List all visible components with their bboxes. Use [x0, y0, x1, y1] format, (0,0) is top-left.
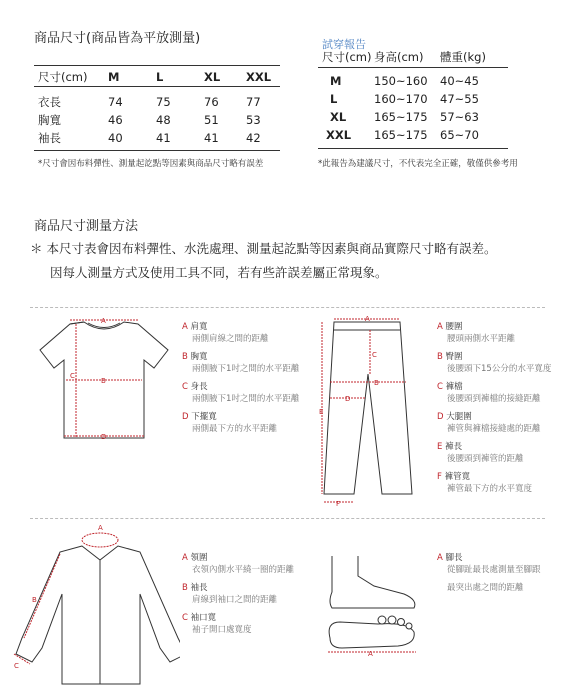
legend-desc: 褲管與褲檔接縫處的距離	[447, 424, 541, 434]
size-chart-note: *尺寸會因布料彈性、測量起訖點等因素與商品尺寸略有誤差	[38, 159, 264, 169]
cell: 40~45	[440, 74, 479, 88]
legend-title: 腰圍	[445, 322, 463, 332]
legend-title: 大腿圍	[446, 412, 472, 422]
legend-desc: 兩側最下方的水平距離	[192, 424, 278, 434]
foot-legend	[437, 552, 541, 600]
tshirt-letter-a: A	[101, 317, 106, 325]
cell: 76	[204, 95, 219, 109]
trial-header-height: 身高(cm)	[374, 50, 424, 64]
legend-key: A	[437, 322, 443, 332]
legend-desc: 兩側腋下1吋之間的水平距離	[192, 364, 300, 374]
trial-header-weight: 體重(kg)	[440, 50, 486, 64]
legend-key: A	[182, 553, 188, 563]
shirt-diagram	[10, 520, 180, 690]
legend-key: C	[437, 382, 443, 392]
size-chart-top-rule	[34, 65, 280, 66]
method-line-1-text: 本尺寸表會因布料彈性、水洗處理、測量起訖點等因素與商品實際尺寸略有誤差。	[46, 241, 497, 256]
legend-title: 袖長	[190, 583, 208, 593]
legend-title: 下擺寬	[191, 412, 217, 422]
legend-desc-2: 最突出處之間的距離	[447, 583, 524, 593]
pants-outline	[324, 322, 412, 494]
legend-title: 褲檔	[445, 382, 463, 392]
method-line-1	[30, 239, 497, 257]
legend-desc: 肩線到袖口之間的距離	[192, 595, 278, 605]
legend-item	[437, 471, 551, 495]
legend-key: C	[182, 382, 188, 392]
trial-report-note: *此報告為建議尺寸，不代表完全正確，敬僅供參考用	[318, 159, 518, 169]
legend-desc: 兩側肩線之間的距離	[192, 334, 269, 344]
legend-key: E	[437, 442, 443, 452]
legend-item	[182, 612, 294, 636]
legend-key: A	[182, 322, 188, 332]
cell: 77	[246, 95, 261, 109]
pants-legend	[437, 321, 551, 501]
cell: 40	[108, 131, 123, 145]
legend-key: A	[437, 553, 443, 563]
foot-toe	[398, 619, 405, 626]
foot-letter-a: A	[368, 650, 373, 658]
foot-diagram	[318, 552, 423, 662]
row-label: M	[330, 74, 342, 88]
trial-report-title: 試穿報告	[322, 38, 366, 51]
legend-key: F	[437, 472, 442, 482]
tshirt-letter-c: C	[70, 372, 75, 380]
legend-key: C	[182, 613, 188, 623]
legend-item	[182, 411, 299, 435]
cell: 46	[108, 113, 123, 127]
table-row	[38, 129, 286, 147]
row-label: 胸寬	[38, 113, 61, 127]
size-chart-mid-rule	[34, 86, 280, 87]
table-row	[38, 93, 286, 111]
legend-desc: 兩側腋下1吋之間的水平距離	[192, 394, 300, 404]
table-row	[322, 126, 500, 144]
legend-desc: 褲管最下方的水平寬度	[447, 484, 533, 494]
legend-item	[182, 351, 299, 375]
legend-title: 胸寬	[190, 352, 208, 362]
tshirt-diagram	[32, 310, 177, 450]
diagram-divider-top	[30, 307, 545, 309]
legend-desc: 後腰頭到褲管的距離	[447, 454, 524, 464]
legend-key: D	[182, 412, 189, 422]
size-chart-header-xl: XL	[204, 70, 221, 84]
table-row	[322, 108, 500, 126]
legend-key: D	[437, 412, 444, 422]
legend-item	[437, 321, 551, 345]
legend-title: 肩寬	[190, 322, 208, 332]
legend-title: 腳長	[445, 553, 463, 563]
trial-header-size: 尺寸(cm)	[322, 50, 372, 64]
size-chart-table	[38, 68, 286, 147]
size-chart-header-m: M	[108, 70, 120, 84]
foot-toe	[406, 623, 412, 629]
legend-item	[437, 381, 551, 405]
row-label: XXL	[326, 128, 352, 142]
row-label: 袖長	[38, 131, 61, 145]
shirt-letter-b: B	[32, 596, 37, 604]
row-label: XL	[330, 110, 347, 124]
cell: 42	[246, 131, 261, 145]
tshirt-letter-b: B	[101, 377, 106, 385]
method-line-2: 因每人測量方式及使用工具不同，若有些許誤差屬正常現象。	[50, 265, 388, 280]
cell: 74	[108, 95, 123, 109]
legend-title: 臀圍	[445, 352, 463, 362]
foot-toe	[388, 616, 396, 624]
row-label: 衣長	[38, 95, 61, 109]
legend-item	[182, 582, 294, 606]
legend-item	[437, 552, 541, 594]
pants-letter-f: F	[336, 500, 341, 508]
cell: 165~175	[374, 110, 428, 124]
method-title: 商品尺寸測量方法	[34, 219, 139, 234]
pants-letter-c: C	[372, 351, 377, 359]
size-chart-header-unit: 尺寸(cm)	[38, 70, 88, 84]
legend-key: B	[182, 352, 188, 362]
cell: 160~170	[374, 92, 428, 106]
shirt-letter-c: C	[14, 662, 19, 670]
trial-report-table	[322, 48, 500, 144]
legend-desc: 腰頭兩側水平距離	[447, 334, 516, 344]
shirt-letter-a: A	[98, 524, 103, 532]
table-row	[322, 72, 500, 90]
foot-toe	[378, 616, 386, 624]
row-label: L	[330, 92, 338, 106]
cell: 150~160	[374, 74, 428, 88]
tshirt-letter-d: D	[101, 433, 107, 441]
legend-title: 褲管寬	[444, 472, 471, 482]
legend-item	[437, 411, 551, 435]
method-bullet: ＊	[30, 241, 43, 256]
legend-key: B	[437, 352, 443, 362]
size-chart-bottom-rule	[34, 150, 280, 151]
shirt-collar-measure	[82, 533, 118, 547]
table-row	[322, 90, 500, 108]
cell: 75	[156, 95, 171, 109]
cell: 41	[156, 131, 171, 145]
foot-side-outline	[330, 556, 415, 608]
cell: 53	[246, 113, 261, 127]
legend-item	[182, 381, 299, 405]
trial-bottom-rule	[318, 148, 508, 149]
legend-desc: 從腳趾最長處測量至腳跟	[447, 565, 541, 575]
cell: 65~70	[440, 128, 479, 142]
legend-desc: 後腰頭下15公分的水平寬度	[447, 364, 552, 374]
size-chart-header-l: L	[156, 70, 164, 84]
legend-title: 領圍	[190, 553, 208, 563]
cell: 41	[204, 131, 219, 145]
cell: 47~55	[440, 92, 479, 106]
legend-desc: 袖子開口處寬度	[192, 625, 252, 635]
size-chart-title: 商品尺寸(商品皆為平放測量)	[34, 31, 201, 46]
pants-letter-b: B	[374, 379, 379, 387]
legend-key: B	[182, 583, 188, 593]
pants-letter-e: E	[319, 408, 324, 416]
legend-item	[182, 321, 299, 345]
tshirt-legend	[182, 321, 299, 441]
legend-desc: 後腰頭到褲檔的接縫距離	[447, 394, 541, 404]
table-row	[38, 111, 286, 129]
cell: 48	[156, 113, 171, 127]
pants-letter-d: D	[345, 395, 351, 403]
size-chart-header-xxl: XXL	[246, 70, 272, 84]
shirt-outline	[16, 546, 180, 684]
legend-item	[182, 552, 294, 576]
legend-item	[437, 441, 551, 465]
trial-header-row	[322, 48, 500, 66]
legend-title: 褲長	[445, 442, 463, 452]
pants-diagram	[318, 312, 430, 512]
size-chart-header-row	[38, 68, 286, 86]
cell: 57~63	[440, 110, 479, 124]
size-chart-divider-row	[38, 86, 286, 93]
pants-letter-a: A	[365, 315, 370, 323]
cell: 51	[204, 113, 219, 127]
legend-title: 身長	[190, 382, 208, 392]
cell: 165~175	[374, 128, 428, 142]
legend-item	[437, 351, 551, 375]
legend-title: 袖口寬	[190, 613, 217, 623]
trial-mid-rule	[318, 67, 508, 68]
shirt-legend	[182, 552, 294, 642]
legend-desc: 衣領內側水平繞一圈的距離	[192, 565, 295, 575]
